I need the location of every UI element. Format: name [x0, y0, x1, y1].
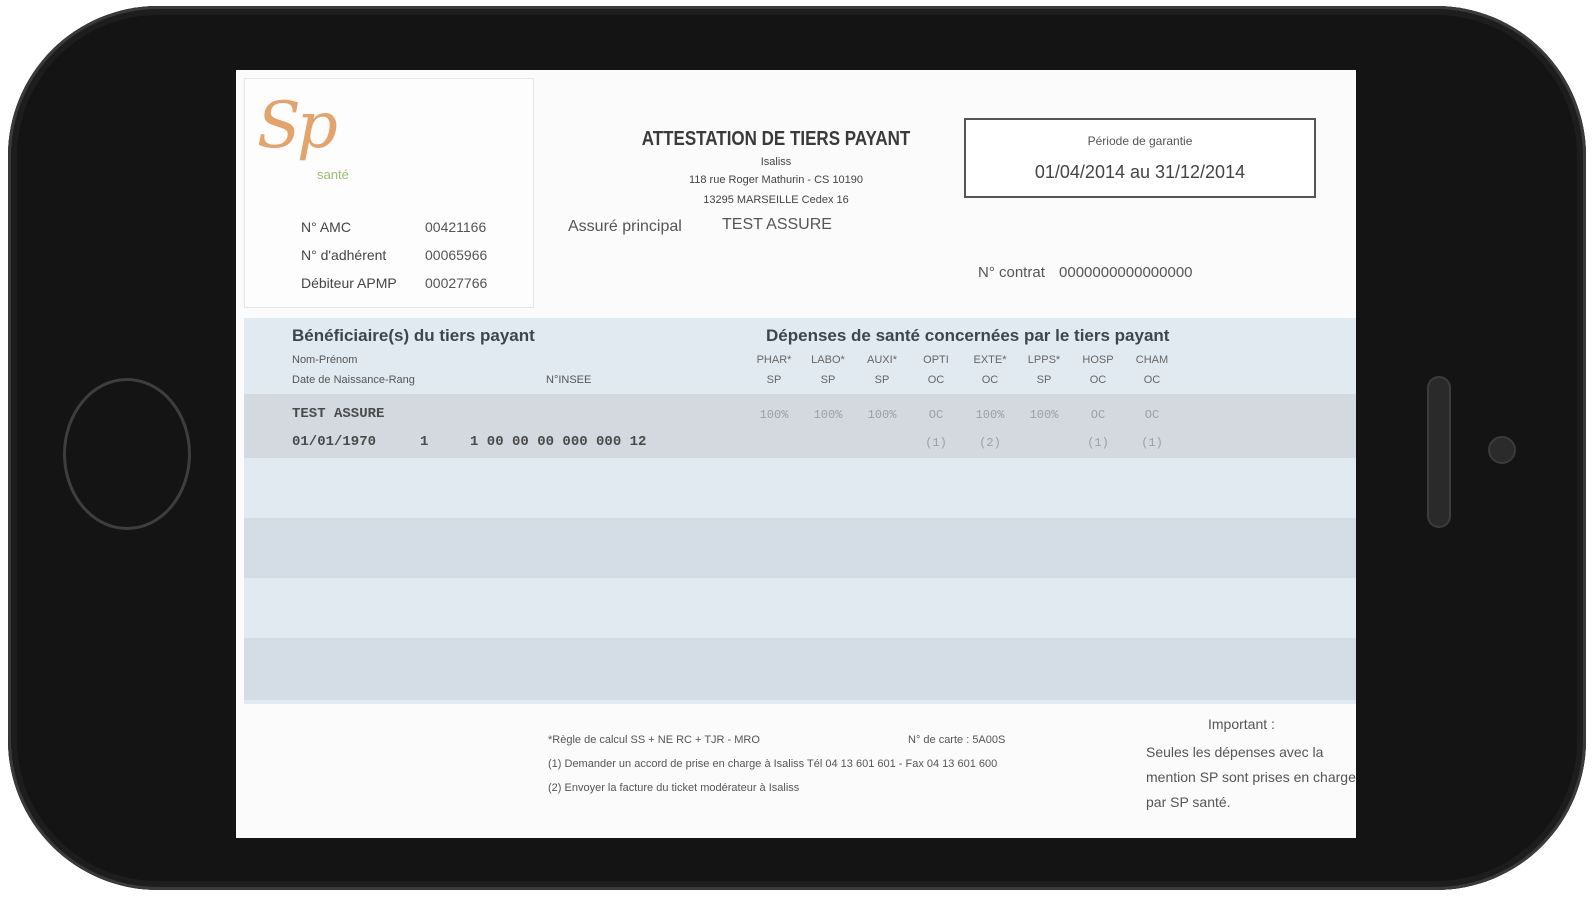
period-label: Période de garantie — [1087, 134, 1193, 148]
beneficiaries-header: Bénéficiaire(s) du tiers payant — [292, 326, 535, 345]
note-ref-cell: (2) — [979, 436, 1001, 450]
coverage-cell: 100% — [867, 408, 897, 422]
table-band — [244, 518, 1356, 578]
column-header: PHAR* SP — [756, 354, 792, 386]
id-label-debiteur: Débiteur APMP — [301, 275, 397, 291]
id-value-adherent: 00065966 — [425, 247, 488, 263]
beneficiary-insee: 1 00 00 00 000 000 12 — [470, 434, 647, 450]
column-header: AUXI* SP — [867, 354, 897, 386]
document-title: ATTESTATION DE TIERS PAYANT — [641, 128, 911, 150]
insured-label: Assuré principal — [568, 218, 682, 235]
address-line-1: 118 rue Roger Mathurin - CS 10190 — [688, 174, 864, 186]
coverage-cell: OC — [1090, 408, 1106, 422]
id-value-amc: 00421166 — [425, 219, 487, 235]
guarantee-period-box — [964, 118, 1316, 198]
contract-number — [978, 264, 1193, 281]
org-name: Isaliss — [760, 156, 792, 168]
coverage-cell: OC — [1144, 408, 1160, 422]
period-value: 01/04/2014 au 31/12/2014 — [1034, 162, 1246, 182]
front-camera — [1488, 436, 1516, 464]
note-ref-cell: (1) — [1141, 436, 1163, 450]
card-number-note: N° de carte : 5A00S — [908, 734, 1006, 746]
contract-value: 0000000000000000 — [1059, 264, 1193, 281]
id-label-amc: N° AMC — [301, 219, 351, 235]
id-value-debiteur: 00027766 — [425, 275, 488, 291]
expenses-header: Dépenses de santé concernées par le tiers payant — [766, 326, 1170, 345]
beneficiary-rank: 1 — [420, 434, 429, 450]
note-ref-cell: (1) — [1087, 436, 1109, 450]
coverage-cell: 100% — [813, 408, 843, 422]
coverage-cell: OC — [928, 408, 944, 422]
column-header: LABO* SP — [811, 354, 845, 386]
important-text: Seules les dépenses avec la mention SP sont prises en charge par SP santé. — [1146, 744, 1356, 810]
phone-frame — [8, 6, 1586, 890]
home-button[interactable] — [63, 378, 191, 530]
beneficiaries-table — [244, 318, 1356, 704]
insee-subheader: N°INSEE — [546, 374, 592, 386]
insured-value: TEST ASSURE — [722, 216, 832, 233]
logo-subtext: santé — [317, 167, 349, 182]
document-screen — [236, 70, 1356, 838]
birth-subheader: Date de Naissance-Rang — [292, 374, 415, 386]
footnote-2: (2) Envoyer la facture du ticket modérateur à Isaliss — [548, 782, 800, 794]
beneficiary-birthdate: 01/01/1970 — [292, 434, 377, 450]
footnote-1: (1) Demander un accord de prise en charge à Isaliss Tél 04 13 601 601 - Fax 04 13 601 600 — [548, 758, 998, 770]
table-row-band — [244, 394, 1356, 458]
speaker-grille — [1427, 376, 1451, 528]
coverage-cell: 100% — [759, 408, 789, 422]
name-subheader: Nom-Prénom — [292, 354, 358, 366]
calc-rule-note: *Règle de calcul SS + NE RC + TJR - MRO — [548, 734, 760, 746]
beneficiary-name: TEST ASSURE — [292, 406, 385, 422]
coverage-cell: 100% — [1029, 408, 1059, 422]
logo-panel — [244, 78, 534, 308]
column-header: OPTI OC — [923, 354, 949, 386]
sp-sante-logo: Sp — [257, 89, 334, 163]
column-header: CHAM OC — [1135, 354, 1169, 386]
contract-label: N° contrat — [978, 264, 1045, 281]
note-ref-cell: (1) — [925, 436, 947, 450]
address-line-2: 13295 MARSEILLE Cedex 16 — [703, 194, 849, 206]
coverage-cell: 100% — [975, 408, 1005, 422]
column-header: LPPS* SP — [1027, 354, 1061, 386]
id-label-adherent: N° d'adhérent — [301, 247, 387, 263]
column-header: HOSP OC — [1082, 354, 1114, 386]
column-header: EXTE* OC — [973, 354, 1007, 386]
table-band — [244, 638, 1356, 700]
important-title: Important : — [1208, 716, 1275, 732]
